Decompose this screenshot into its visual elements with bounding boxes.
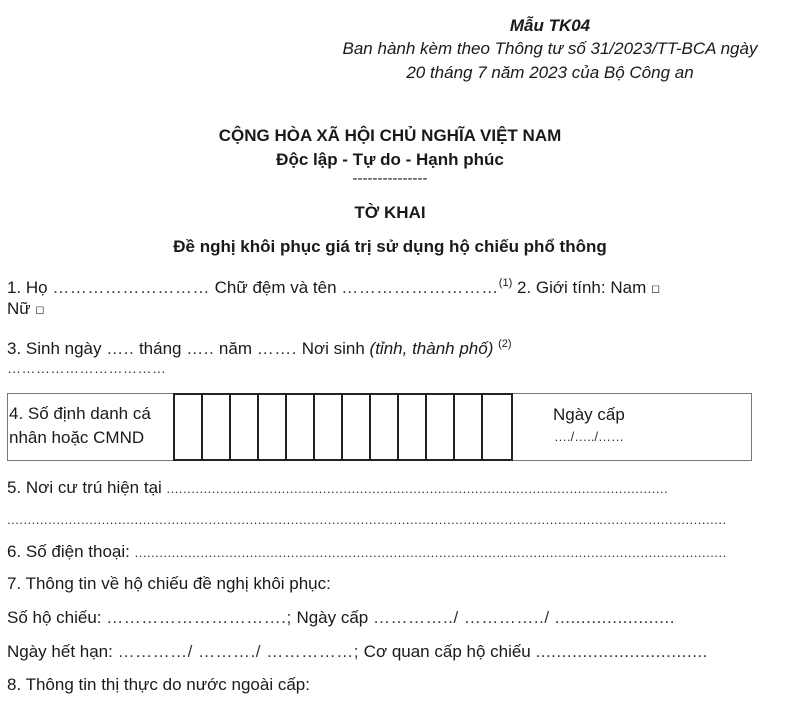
phone-input[interactable]: ................................................................................................................................................ [134, 545, 727, 560]
gender-male-label: Nam [610, 278, 647, 297]
field-birth [7, 338, 512, 359]
document-subtitle: Đề nghị khôi phục giá trị sử dụng hộ chiếu phổ thông [173, 237, 607, 256]
id-digit-box[interactable] [175, 395, 203, 459]
birthplace-hint: (tỉnh, thành phố) [369, 339, 494, 358]
id-digit-box[interactable] [483, 395, 511, 459]
document-title: TỜ KHAI [354, 203, 426, 222]
id-digit-box[interactable] [203, 395, 231, 459]
birth-day-input[interactable]: ….. [106, 339, 135, 358]
birth-day-label: 3. Sinh ngày [7, 339, 102, 358]
birth-year-label: năm [218, 339, 252, 358]
gender-label: 2. Giới tính: [516, 278, 606, 297]
surname-label: 1. Họ [7, 278, 48, 297]
id-digit-box[interactable] [259, 395, 287, 459]
id-digit-box[interactable] [343, 395, 371, 459]
gender-male-checkbox[interactable]: ◻ [651, 283, 661, 295]
gender-female-label: Nữ [7, 299, 31, 318]
residence-label: 5. Nơi cư trú hiện tại [7, 478, 162, 497]
passport-number-input[interactable]: ………………………….; [106, 608, 292, 627]
id-digit-box[interactable] [427, 395, 455, 459]
given-name-input[interactable]: ……………………… [341, 278, 499, 297]
field-residence [7, 478, 668, 498]
form-code: Mẫu TK04 [509, 16, 591, 35]
footnote-1: (1) [498, 277, 513, 289]
passport-authority-label: Cơ quan cấp hộ chiếu [363, 642, 531, 661]
passport-number-label: Số hộ chiếu: [7, 608, 102, 627]
id-digit-box[interactable] [399, 395, 427, 459]
divider: --------------- [352, 170, 428, 187]
passport-issue-date-input[interactable]: …………../ …………../ ....................... [373, 608, 675, 627]
given-name-label: Chữ đệm và tên [214, 278, 337, 297]
footnote-2: (2) [498, 338, 512, 350]
field-phone [7, 542, 727, 562]
surname-input[interactable]: ……………………… [52, 278, 210, 297]
id-number-label: 4. Số định danh cá nhân hoặc CMND [9, 404, 151, 447]
id-issue-date-cell [513, 394, 751, 460]
visa-info-heading: 8. Thông tin thị thực do nước ngoài cấp: [7, 675, 310, 694]
gender-female-checkbox[interactable]: ◻ [35, 304, 45, 316]
nation-heading: CỘNG HÒA XÃ HỘI CHỦ NGHĨA VIỆT NAM [218, 126, 562, 145]
field-gender-female [7, 299, 45, 319]
residence-input-line2[interactable]: ............................................................................................................................................................................... [7, 512, 727, 527]
id-digit-box[interactable] [371, 395, 399, 459]
passport-authority-input[interactable]: ................................. [535, 642, 708, 661]
field-passport-number [7, 608, 675, 628]
passport-info-heading: 7. Thông tin về hộ chiếu đề nghị khôi phục: [7, 574, 331, 593]
decree-reference: Ban hành kèm theo Thông tư số 31/2023/TT-BCA ngày 20 tháng 7 năm 2023 của Bộ Công an [342, 39, 758, 82]
id-number-table [7, 393, 752, 461]
id-issue-date-label: Ngày cấp [553, 405, 625, 424]
birth-year-input[interactable]: ……. [256, 339, 297, 358]
passport-expiry-label: Ngày hết hạn: [7, 642, 113, 661]
phone-label: 6. Số điện thoại: [7, 542, 130, 561]
residence-input-line1[interactable]: .......................................................................................................................... [166, 481, 669, 496]
field-passport-expiry [7, 642, 708, 662]
id-digit-box[interactable] [315, 395, 343, 459]
field-name-gender [7, 277, 660, 298]
id-number-boxes [173, 393, 513, 461]
motto: Độc lập - Tự do - Hạnh phúc [276, 150, 504, 169]
id-issue-date-input[interactable]: …./…../…… [554, 429, 625, 444]
id-digit-box[interactable] [231, 395, 259, 459]
id-digit-box[interactable] [455, 395, 483, 459]
passport-expiry-input[interactable]: …………/ ………./ ……………; [117, 642, 359, 661]
birthplace-input[interactable]: …………………………… [7, 360, 167, 376]
birthplace-label: Nơi sinh [301, 339, 365, 358]
birth-month-input[interactable]: ….. [186, 339, 215, 358]
birth-month-label: tháng [138, 339, 182, 358]
passport-issue-date-label: Ngày cấp [296, 608, 369, 627]
id-digit-box[interactable] [287, 395, 315, 459]
